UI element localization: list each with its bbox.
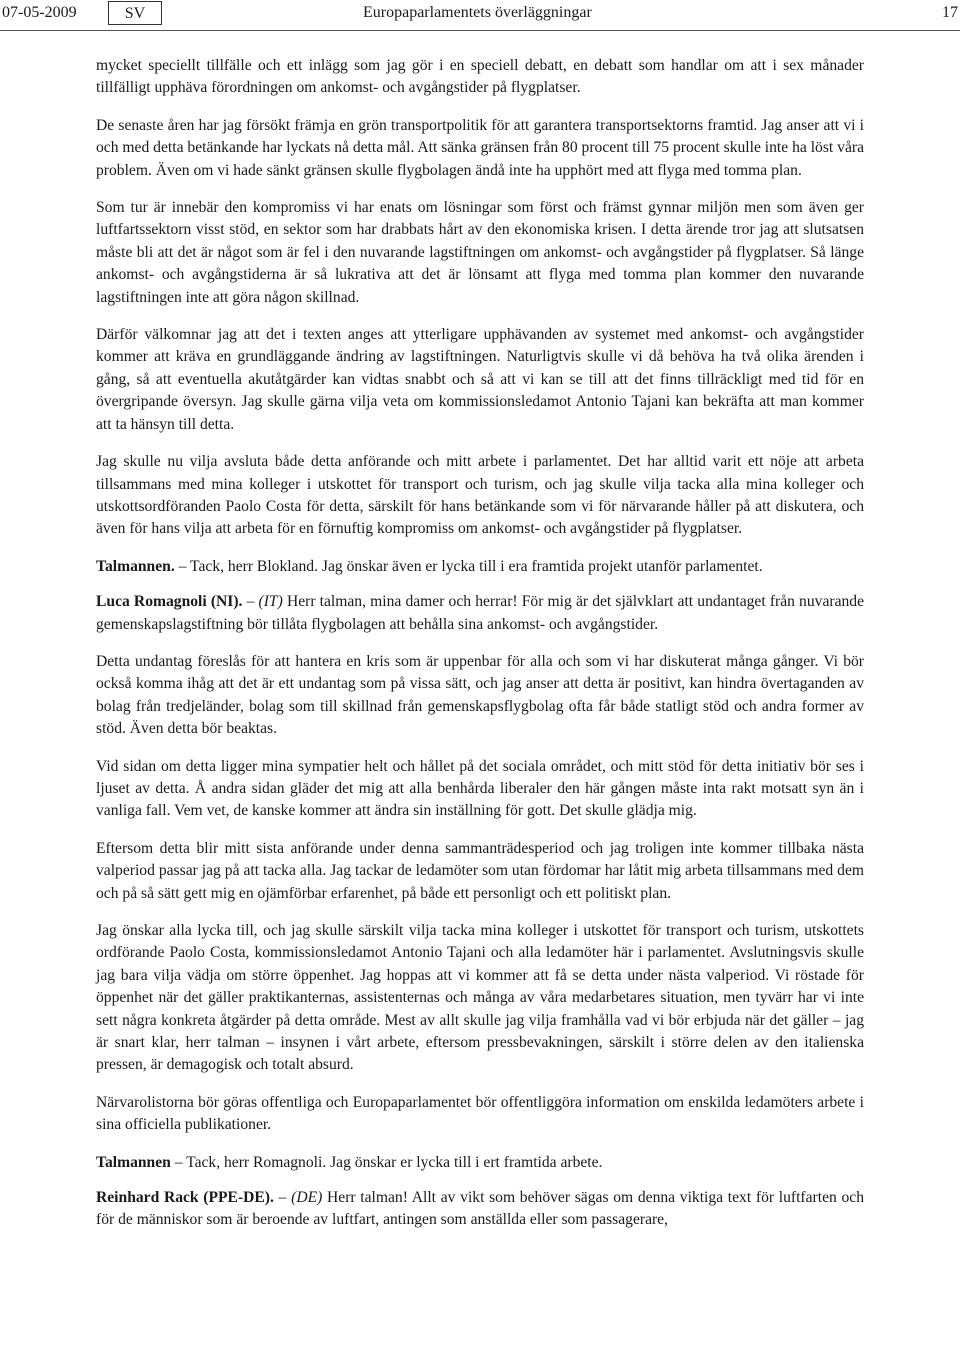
speaker-paragraph: Luca Romagnoli (NI). – (IT) Herr talman, mina damer och herrar! För mig är det självklart att undantaget från nuvarande gemenskapslagstiftning bör tillåta flygbolagen att behålla sina ankomst- och avgångstider. — [96, 593, 865, 633]
paragraph: De senaste åren har jag försökt främja en grön transportpolitik för att garantera transportsektorns framtid. Jag anser att vi i och med detta betänkande har lyckats nå detta mål. Att sänka gränsen från 80 procent till 75 procent skulle inte ha löst våra problem. Även om vi hade sänkt gränsen skulle flygbolagen ändå inte ha upphört med att flyga med tomma plan. — [96, 116, 864, 179]
document-body — [96, 55, 864, 1247]
speaker-paragraph: Talmannen – Tack, herr Romagnoli. Jag önskar er lycka till i ert framtida arbete. — [96, 1153, 603, 1171]
speaker-name: Reinhard Rack (PPE-DE). — [96, 1189, 274, 1207]
speaker-name: Talmannen — [96, 1153, 171, 1171]
paragraph: Vid sidan om detta ligger mina sympatier helt och hållet på det sociala området, och mitt stöd för detta initiativ bör ses i ljuset av detta. Å andra sidan gläder det mig att alla benhårda liberaler den här gången måste inta rakt motsatt syn än i vanliga fall. Vem vet, de kanske kommer att ändra sin inställning för gott. Det skulle glädja mig. — [96, 757, 864, 820]
language-badge: SV — [108, 1, 162, 25]
paragraph: Närvarolistorna bör göras offentliga och Europaparlamentet bör offentliggöra information om enskilda ledamöters arbete i sina officiella publikationer. — [96, 1093, 864, 1134]
paragraph: Jag skulle nu vilja avsluta både detta anförande och mitt arbete i parlamentet. Det har alltid varit ett nöje att arbeta tillsammans med mina kolleger i utskottet för transport och turism, och jag skulle vilja tacka alla mina kolleger och utskottsordföranden Paolo Costa för detta, särskilt för hans betänkande som vi för närvarande håller på att diskutera, och även för hans vilja att arbeta för en förnuftig kompromiss om ankomst- och avgångstider på flygplatser. — [96, 453, 864, 538]
speaker-paragraph: Reinhard Rack (PPE-DE). – (DE) Herr talman! Allt av vikt som behöver sägas om denna viktiga text för luftfarten och för de människor som är beroende av luftfart, antingen som anställda eller som passagerare, — [96, 1189, 865, 1229]
header-date: 07-05-2009 — [2, 4, 77, 21]
header-title: Europaparlamentets överläggningar — [363, 4, 592, 21]
paragraph: Eftersom detta blir mitt sista anförande under denna sammanträdesperiod och jag troligen inte kommer tillbaka nästa valperiod passar jag på att tacka alla. Jag tackar de ledamöter som utan fördomar har låtit mig arbeta tillsammans med dem och på så sätt gett mig en ojämförbar erfarenhet, på både ett personligt och ett politiskt plan. — [96, 839, 864, 902]
page-header — [0, 0, 960, 31]
paragraph: Detta undantag föreslås för att hantera en kris som är uppenbar för alla och som vi har diskuterat många gånger. Vi bör också komma ihåg att det är ett undantag som på vissa sätt, och jag anser att detta är positivt, kan hindra övertaganden av bolag från tredjeländer, bolag som till skillnad från gemenskapsflygbolag ofta får både statligt stöd och andra former av stöd. Även detta bör beaktas. — [96, 652, 864, 738]
speaker-paragraph: Talmannen. – Tack, herr Blokland. Jag önskar även er lycka till i era framtida projekt utanför parlamentet. — [96, 557, 763, 575]
paragraph: Som tur är innebär den kompromiss vi har enats om lösningar som först och främst gynnar miljön men som även ger luftfartssektorn visst stöd, en sektor som har drabbats hårt av den ekonomiska krisen. I detta ärende tror jag att slutsatsen måste bli att det är något som är fel i den nuvarande lagstiftningen om ankomst- och avgångstider på flygplatser. Så länge ankomst- och avgångstiderna är så lukrativa att det är lönsamt att flyga med tomma plan kommer den nuvarande lagstiftningen inte att göra någon skillnad. — [96, 199, 864, 306]
language-tag: (IT) — [258, 593, 283, 611]
speaker-name: Luca Romagnoli (NI). — [96, 593, 243, 611]
paragraph: Därför välkomnar jag att det i texten anges att ytterligare upphävanden av systemet med ankomst- och avgångstider kommer att kräva en grundläggande ändring av lagstiftningen. Naturligtvis skulle vi då behöva ha två olika ärenden i gång, så att eventuella akutåtgärder kan vidtas snabbt och så att vi kan se till att det finns tillräckligt med tid för en övergripande översyn. Jag skulle gärna vilja veta om kommissionsledamot Antonio Tajani kan bekräfta att man kommer att ta hänsyn till detta. — [96, 326, 864, 433]
speaker-name: Talmannen. — [96, 557, 175, 575]
page-number: 17 — [942, 4, 958, 21]
language-tag: (DE) — [291, 1189, 323, 1207]
paragraph: mycket speciellt tillfälle och ett inlägg som jag gör i en speciell debatt, en debatt som handlar om att i sex månader tillfälligt upphäva förordningen om ankomst- och avgångstider på flygplatser. — [96, 57, 864, 97]
paragraph: Jag önskar alla lycka till, och jag skulle särskilt vilja tacka mina kolleger i utskottet för transport och turism, utskottets ordförande Paolo Costa, kommissionsledamot Antonio Tajani och alla ledamöter här i parlamentet. Avslutningsvis skulle jag bara vilja vädja om större öppenhet. Jag hoppas att vi kommer att få se detta under nästa valperiod. Vi röstade för öppenhet när det gäller praktikanternas, assistenternas och många av våra medarbetares situation, men tyvärr har vi inte sett några konkreta åtgärder på detta område. Mest av allt skulle jag vilja framhålla vad vi bör erbjuda när det gäller – jag är snart klar, herr talman – insynen i vårt arbete, eftersom pressbevakningen, särskilt i större delen av den italienska pressen, är demagogisk och totalt absurd. — [96, 922, 864, 1074]
